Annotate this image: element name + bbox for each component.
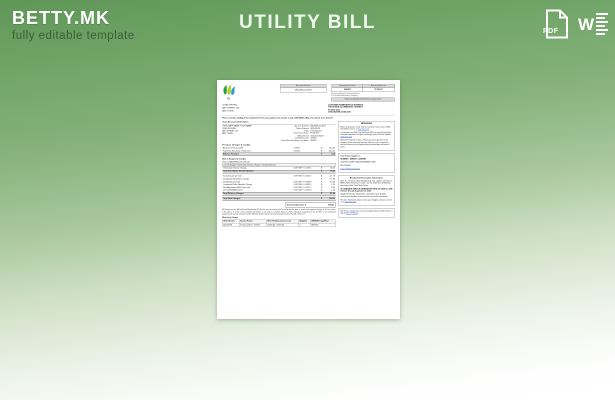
word-download-icon[interactable] bbox=[578, 9, 605, 39]
account-info-title: Your Account Information bbox=[222, 121, 249, 124]
usage-table-title: Electricity Usage bbox=[222, 216, 238, 219]
uinet-link[interactable]: www.uinet.com bbox=[357, 128, 370, 131]
generation-info-box: Residential Generation Information Rate "R" - UI Service Rate (Residential). Your supplier rate Power is $/kWh. Rate Period: Jan 1, 2022 - Jun 30, 2022. Term (3 Months): Generation Rate / Next Meter Read: UI STANDARD SERVICE GENERATION RATE: $0.10589 per kWh effective through September 30, 2022. Supplier/Generation information is provided to your Supplier. Contact your Supplier to verify the accuracy of the information. For more information please review your Supplier contract or email us at www.uinet.com bbox=[338, 175, 394, 206]
ui-logo-text: UI bbox=[226, 97, 230, 101]
payable-line-1: Please make your check payable to: bbox=[331, 92, 361, 95]
brand-tagline: fully editable template bbox=[12, 30, 135, 42]
due-date-label: Payment Due Date bbox=[332, 84, 363, 88]
fine-print: All charges on this bill for United Illuminating (UI) electric service must be paid in full by the due date to avoid a late payment charge of 1% per month. If the rate or % of the current month's bill amount is not paid on or before March 1, 2023, making your payment at the UI office or an authorized payment agency may not post until the following business day. If you have questions about this bill, contact us. bbox=[222, 208, 336, 216]
utility-bill-preview[interactable] bbox=[217, 80, 400, 319]
flame-logo-icon bbox=[222, 84, 237, 97]
account-number-value: 080-0000-22-4567 bbox=[294, 88, 312, 91]
usage-header-reading: Meter Reading Current / Last bbox=[267, 220, 299, 224]
brand-logo: BETTY.MK bbox=[12, 8, 110, 28]
word-letter: W bbox=[578, 14, 595, 34]
generation-link[interactable]: www.uinet.com bbox=[344, 201, 357, 204]
download-icons bbox=[543, 9, 605, 39]
electricity-usage-table bbox=[222, 220, 335, 227]
messages-title: MESSAGES bbox=[360, 122, 373, 125]
customer-mailing-address: JOHN STEVEN ANY STREET 123 ANY TOWN bbox=[222, 103, 240, 112]
usage-header-multiplier: Multiplier bbox=[299, 220, 311, 224]
total-new-charges-row: Total New Charges $ 158.51 bbox=[222, 197, 335, 200]
pod-line: POD: 12345678910 (CYCLE 51) bbox=[222, 160, 250, 163]
emergency-phone-link[interactable]: 800-7-PGEB-U1 bbox=[345, 212, 359, 215]
emergency-box: For electric emergencies or power outages please call UI 24 hours a day at 800-7-PGEB-U1 bbox=[338, 208, 394, 217]
due-date-value: 3/06/22 bbox=[332, 88, 363, 92]
bill-left-column bbox=[222, 121, 335, 227]
usage-header-usage: kWh/kW Usage/Hours bbox=[311, 220, 336, 224]
usage-header-period: Service Period bbox=[239, 220, 266, 224]
amount-due-label: Amount Now Due bbox=[363, 84, 394, 88]
include-account-note: Please Include Account Number on your check bbox=[331, 98, 394, 102]
uinet-link-2[interactable]: www.uinet.com bbox=[340, 136, 352, 139]
amount-now-due-box-value: 158.51 bbox=[328, 203, 335, 207]
amount-now-due-box-label: Amount Now Due $ bbox=[286, 203, 306, 207]
remittance-address: CUSTOMER NAME/SERVICE ADDRESS: THE UNITED ILLUMINATING COMPANY PO BOX 9230 CHELSEA MA 02150-9230 bbox=[327, 103, 364, 114]
previous-charges-section: Previous Charges & Credits Amount of Previous Bill 2/09/22 $ 142.41 Payments Received. Thank You! 2/28/22 $ -142.41 Balance Forward $ 0.00 bbox=[222, 143, 335, 156]
usage-table-row: M23-45678 32 days 2/14/22 - 3/16/22 12345 (A) - 11677 (A) 1 668 kWh bbox=[222, 223, 335, 227]
account-info-section bbox=[222, 124, 335, 142]
previous-charges-title: Previous Charges & Credits bbox=[222, 143, 251, 147]
account-info-fields: Account Number: 080-0000-22-4567 Meter Number: M23-45678 Rate: R Residential Connection Status: Fixed Rate Billing Period: 2/14/22-3/16/22 Settlement Date: 3/16/22 Next Meter Reading On or About: 4/14/22 bbox=[281, 125, 326, 142]
payable-line-2: The United Illuminating Company bbox=[331, 94, 358, 97]
supplier-link[interactable]: www.number1energy.com bbox=[340, 167, 361, 170]
generation-info-title: Residential Generation Information bbox=[349, 176, 384, 179]
account-info-customer: CUSTOMER NAME YOUR NAME JOHN STEVEN ANY STREET 123 ANY TOWN bbox=[222, 125, 252, 135]
header bbox=[0, 0, 615, 56]
new-charges-title: New Charges & Credits bbox=[222, 157, 246, 161]
amount-now-due-box bbox=[286, 203, 336, 208]
new-charges-section: New Charges & Credits POD: 12345678910 (CYCLE 51) Current Supplier / Generation Service Charges - Standard Service Generation Service Charge 668 KWH X 0.11876 $ 76.52 Total Generation Service Amount $ 76.52 Transmission per kwh 668 KWH X 0.03262 $ 21.79 Distribution Base/Serv Charge $ 17.06 Distribution per kwh 668 KWH X 0.04889 $ 32.66 Combined Public Benefits Charge 668 KWH X 0.00854 $ 5.70 Rev Adjustment FMCC per kwh 668 KWH X 0.01275 $ 8.52 Decoupling Adjustment 668 KWH X 0.00184 $ 1.23 Total Delivery Charges $ 81.99 bbox=[222, 157, 335, 195]
word-doc-icon bbox=[578, 9, 605, 39]
pdf-label: PDF bbox=[543, 28, 559, 35]
usage-header-meter: Meter Number bbox=[222, 220, 239, 224]
due-amount-block bbox=[331, 84, 394, 101]
page-title: UTILITY BILL bbox=[239, 12, 376, 33]
ui-company-logo bbox=[222, 84, 262, 101]
pdf-download-icon[interactable] bbox=[543, 9, 570, 39]
word-doc-lines bbox=[596, 13, 608, 35]
account-number-box bbox=[280, 84, 327, 92]
supplier-header: Current Supplier / Generation Service Charges - Standard Service bbox=[222, 164, 335, 167]
amount-due-value: $ 158.51 bbox=[374, 88, 383, 91]
supplier-box: Your electric supplier is: NUMBER 1 ENERGY COMPANY 12345 BIG LIGHT ROAD, ANYWHERE 12345 800-123-4567 www.number1energy.com bbox=[338, 153, 394, 173]
messages-box: MESSAGES Hours of operation: 7a-7p. Call our Customer Care Center at 800-722-5584 or visit us at www.uinet.com To alternate, use eBill / Pay-by-Phone (EFT) or easy & hassle-free automatic payments from your checking account. Visit our website www.uinet.com Welcome! Payment Centers: Please pay close attention to the changes of fees and rates that may affect you. UI is required to disclose how we use and protect your personal data and service terms. bbox=[338, 121, 394, 151]
utility-bill-page bbox=[217, 80, 400, 319]
bill-sidebar bbox=[338, 121, 394, 227]
account-number-label: Account Number bbox=[280, 84, 326, 88]
operation-fuel-note: Please consider adding $1 for Operation Fuel to your payment for month, or call 1-800-NEXT-CALL-U to donate more than $1. bbox=[222, 116, 394, 120]
